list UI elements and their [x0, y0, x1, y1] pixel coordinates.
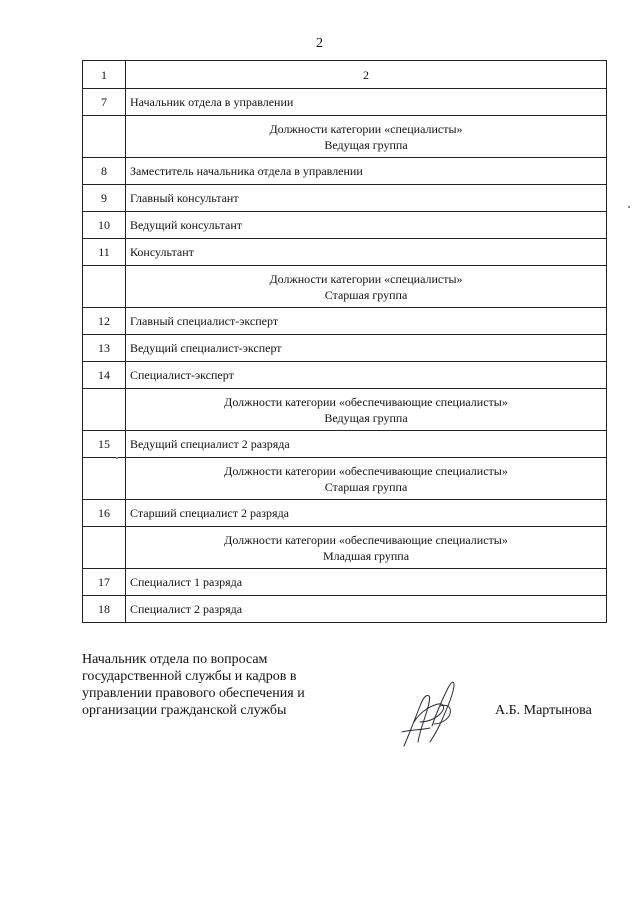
signer-name: А.Б. Мартынова [495, 703, 592, 718]
table-row [83, 569, 607, 596]
empty-cell [83, 458, 126, 500]
position-name: Главный консультант [126, 185, 607, 212]
position-name: Ведущий специалист-эксперт [126, 335, 607, 362]
header-cell-name: 2 [126, 61, 607, 89]
row-number: 7 [83, 89, 126, 116]
table-row [83, 239, 607, 266]
category-row [83, 458, 607, 500]
signer-position [82, 651, 305, 719]
scan-speck [628, 206, 630, 208]
position-name: Заместитель начальника отдела в управлении [126, 158, 607, 185]
category-heading [126, 527, 607, 569]
table-row [83, 431, 607, 458]
signer-position-line: государственной службы и кадров в [82, 669, 297, 684]
position-name: Специалист 1 разряда [126, 569, 607, 596]
empty-cell [83, 116, 126, 158]
row-number: 13 [83, 335, 126, 362]
category-heading [126, 458, 607, 500]
category-title: Должности категории «обеспечивающие специалисты» [224, 463, 508, 478]
category-group: Младшая группа [322, 548, 410, 563]
table-row [83, 362, 607, 389]
category-row [83, 266, 607, 308]
position-name: Ведущий специалист 2 разряда [126, 431, 607, 458]
category-title: Должности категории «специалисты» [269, 271, 463, 286]
table-row [83, 158, 607, 185]
position-name: Старший специалист 2 разряда [126, 500, 607, 527]
category-group: Ведущая группа [324, 137, 408, 152]
table-header-row [83, 61, 607, 89]
row-number: 11 [83, 239, 126, 266]
handwritten-signature [396, 676, 466, 748]
signer-position-line: Начальник отдела по вопросам [82, 652, 268, 667]
row-number: 10 [83, 212, 126, 239]
empty-cell [83, 527, 126, 569]
empty-cell [83, 266, 126, 308]
category-title: Должности категории «обеспечивающие специалисты» [224, 394, 508, 409]
table-row [83, 308, 607, 335]
category-group: Старшая группа [324, 287, 408, 302]
table-row [83, 89, 607, 116]
category-title: Должности категории «специалисты» [269, 121, 463, 136]
header-cell-num: 1 [83, 61, 126, 89]
row-number: 16 [83, 500, 126, 527]
table-row [83, 596, 607, 623]
category-heading [126, 389, 607, 431]
scan-speck [116, 457, 118, 459]
category-row [83, 527, 607, 569]
row-number: 17 [83, 569, 126, 596]
position-name: Ведущий консультант [126, 212, 607, 239]
page-number: 2 [316, 36, 323, 51]
category-heading [126, 116, 607, 158]
category-row [83, 116, 607, 158]
category-row [83, 389, 607, 431]
position-name: Начальник отдела в управлении [126, 89, 607, 116]
position-name: Главный специалист-эксперт [126, 308, 607, 335]
table-row [83, 335, 607, 362]
table-row [83, 185, 607, 212]
row-number: 8 [83, 158, 126, 185]
row-number: 18 [83, 596, 126, 623]
positions-table [82, 60, 607, 623]
category-group: Старшая группа [324, 479, 408, 494]
category-group: Ведущая группа [324, 410, 408, 425]
row-number: 9 [83, 185, 126, 212]
table-row [83, 500, 607, 527]
empty-cell [83, 389, 126, 431]
signer-position-line: управлении правового обеспечения и [82, 686, 305, 701]
signer-position-line: организации гражданской службы [82, 703, 287, 718]
category-title: Должности категории «обеспечивающие специалисты» [224, 532, 508, 547]
table-row [83, 212, 607, 239]
row-number: 15 [83, 431, 126, 458]
position-name: Консультант [126, 239, 607, 266]
row-number: 14 [83, 362, 126, 389]
position-name: Специалист-эксперт [126, 362, 607, 389]
position-name: Специалист 2 разряда [126, 596, 607, 623]
row-number: 12 [83, 308, 126, 335]
category-heading [126, 266, 607, 308]
